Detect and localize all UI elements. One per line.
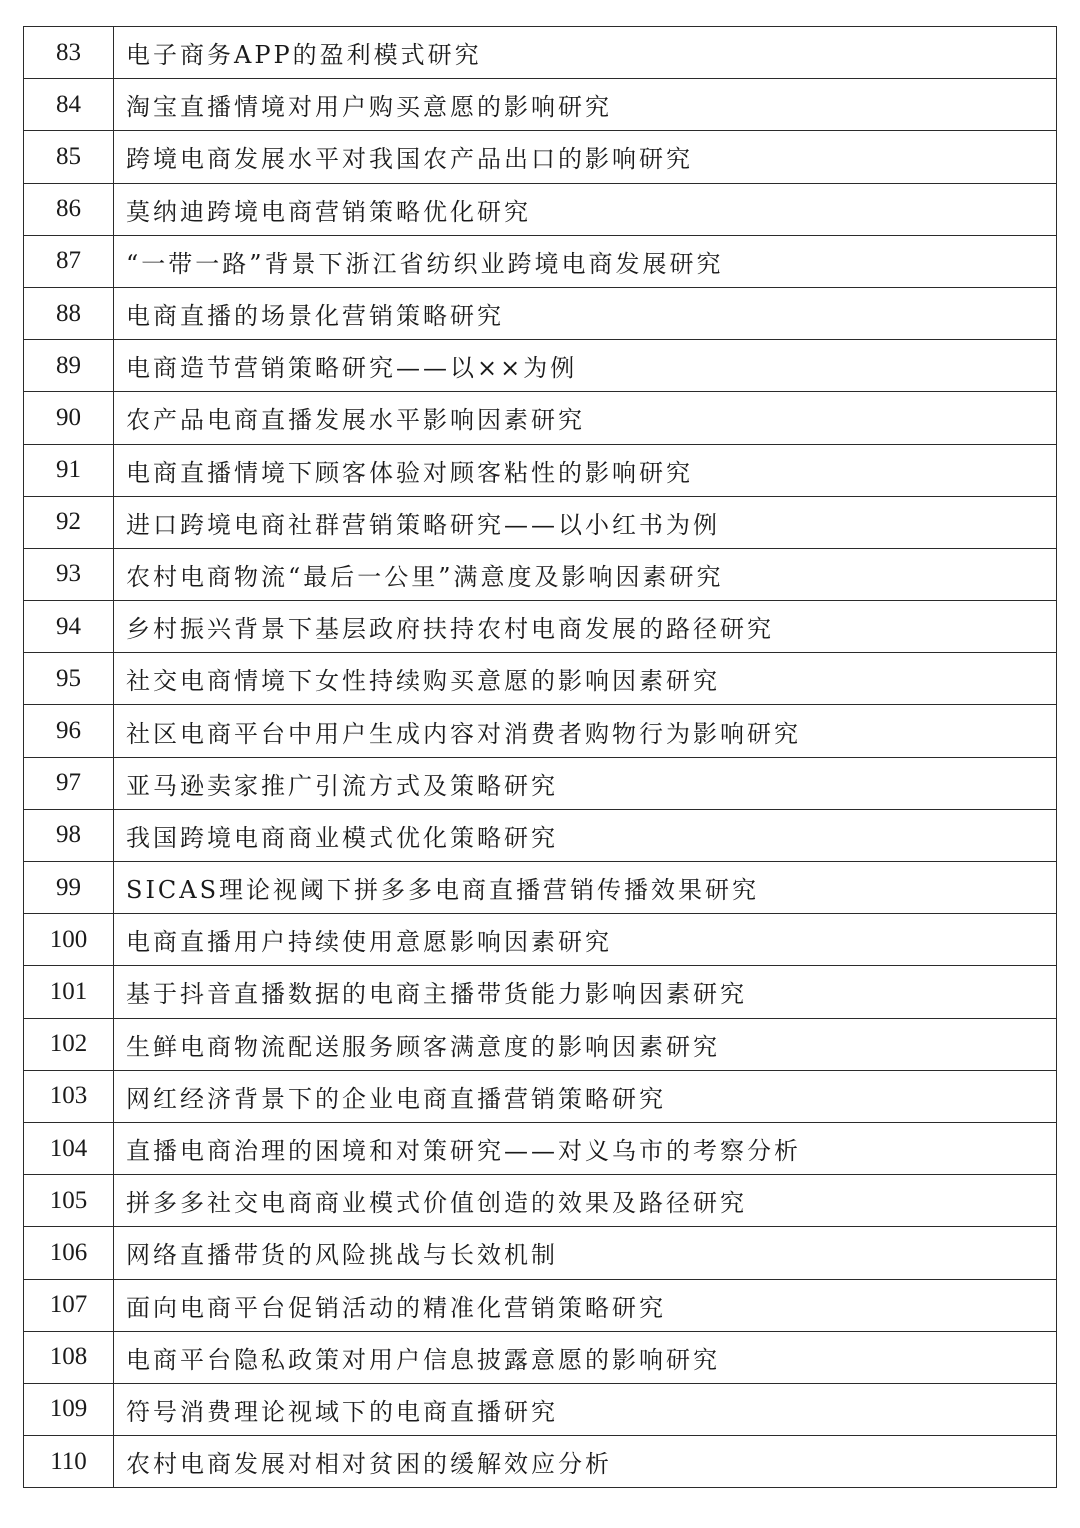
row-number: 103 [24,1070,114,1122]
row-number: 105 [24,1175,114,1227]
row-number: 84 [24,79,114,131]
row-number: 106 [24,1227,114,1279]
topic-title: 我国跨境电商商业模式优化策略研究 [114,809,1057,861]
topic-title: 亚马逊卖家推广引流方式及策略研究 [114,757,1057,809]
table-row [24,1383,1057,1435]
table-row [24,601,1057,653]
topic-title: 社交电商情境下女性持续购买意愿的影响因素研究 [114,653,1057,705]
table-row [24,862,1057,914]
topic-title: 社区电商平台中用户生成内容对消费者购物行为影响研究 [114,705,1057,757]
topic-title: SICAS理论视阈下拼多多电商直播营销传播效果研究 [114,862,1057,914]
table-row [24,1018,1057,1070]
row-number: 93 [24,548,114,600]
table-row [24,183,1057,235]
table-row [24,1436,1057,1488]
row-number: 110 [24,1436,114,1488]
row-number: 90 [24,392,114,444]
row-number: 100 [24,914,114,966]
row-number: 107 [24,1279,114,1331]
table-row [24,653,1057,705]
topic-title: 电商直播情境下顾客体验对顾客粘性的影响研究 [114,444,1057,496]
topic-title: 淘宝直播情境对用户购买意愿的影响研究 [114,79,1057,131]
topic-title: 进口跨境电商社群营销策略研究——以小红书为例 [114,496,1057,548]
topic-title: 电商平台隐私政策对用户信息披露意愿的影响研究 [114,1331,1057,1383]
table-row [24,1331,1057,1383]
table-row [24,705,1057,757]
topic-title: 直播电商治理的困境和对策研究——对义乌市的考察分析 [114,1122,1057,1174]
table-row [24,444,1057,496]
topic-title: 网红经济背景下的企业电商直播营销策略研究 [114,1070,1057,1122]
table-row [24,235,1057,287]
row-number: 83 [24,27,114,79]
table-row [24,1227,1057,1279]
topic-title: “一带一路”背景下浙江省纺织业跨境电商发展研究 [114,235,1057,287]
table-row [24,1070,1057,1122]
topic-title: 农村电商发展对相对贫困的缓解效应分析 [114,1436,1057,1488]
topic-title: 拼多多社交电商商业模式价值创造的效果及路径研究 [114,1175,1057,1227]
table-row [24,496,1057,548]
row-number: 108 [24,1331,114,1383]
topic-title: 乡村振兴背景下基层政府扶持农村电商发展的路径研究 [114,601,1057,653]
row-number: 87 [24,235,114,287]
topic-title: 电子商务APP的盈利模式研究 [114,27,1057,79]
table-row [24,79,1057,131]
table-row [24,392,1057,444]
table-row [24,809,1057,861]
row-number: 92 [24,496,114,548]
table-row [24,548,1057,600]
row-number: 96 [24,705,114,757]
row-number: 102 [24,1018,114,1070]
row-number: 86 [24,183,114,235]
topic-title: 莫纳迪跨境电商营销策略优化研究 [114,183,1057,235]
table-row [24,1279,1057,1331]
row-number: 85 [24,131,114,183]
table-row [24,914,1057,966]
topic-title: 电商造节营销策略研究——以××为例 [114,340,1057,392]
topic-title: 电商直播的场景化营销策略研究 [114,287,1057,339]
table-row [24,340,1057,392]
table-row [24,131,1057,183]
topic-title: 网络直播带货的风险挑战与长效机制 [114,1227,1057,1279]
topic-title: 基于抖音直播数据的电商主播带货能力影响因素研究 [114,966,1057,1018]
topic-title: 跨境电商发展水平对我国农产品出口的影响研究 [114,131,1057,183]
row-number: 101 [24,966,114,1018]
topic-title: 电商直播用户持续使用意愿影响因素研究 [114,914,1057,966]
table-row [24,27,1057,79]
row-number: 89 [24,340,114,392]
topic-title: 生鲜电商物流配送服务顾客满意度的影响因素研究 [114,1018,1057,1070]
row-number: 94 [24,601,114,653]
row-number: 98 [24,809,114,861]
topic-table-body [24,27,1057,1488]
table-row [24,287,1057,339]
topic-title: 农产品电商直播发展水平影响因素研究 [114,392,1057,444]
row-number: 95 [24,653,114,705]
row-number: 97 [24,757,114,809]
row-number: 91 [24,444,114,496]
row-number: 99 [24,862,114,914]
topic-title: 面向电商平台促销活动的精准化营销策略研究 [114,1279,1057,1331]
row-number: 109 [24,1383,114,1435]
table-row [24,966,1057,1018]
topic-table [23,26,1057,1488]
table-row [24,1175,1057,1227]
topic-title: 符号消费理论视域下的电商直播研究 [114,1383,1057,1435]
topic-title: 农村电商物流“最后一公里”满意度及影响因素研究 [114,548,1057,600]
row-number: 88 [24,287,114,339]
row-number: 104 [24,1122,114,1174]
table-row [24,1122,1057,1174]
table-row [24,757,1057,809]
